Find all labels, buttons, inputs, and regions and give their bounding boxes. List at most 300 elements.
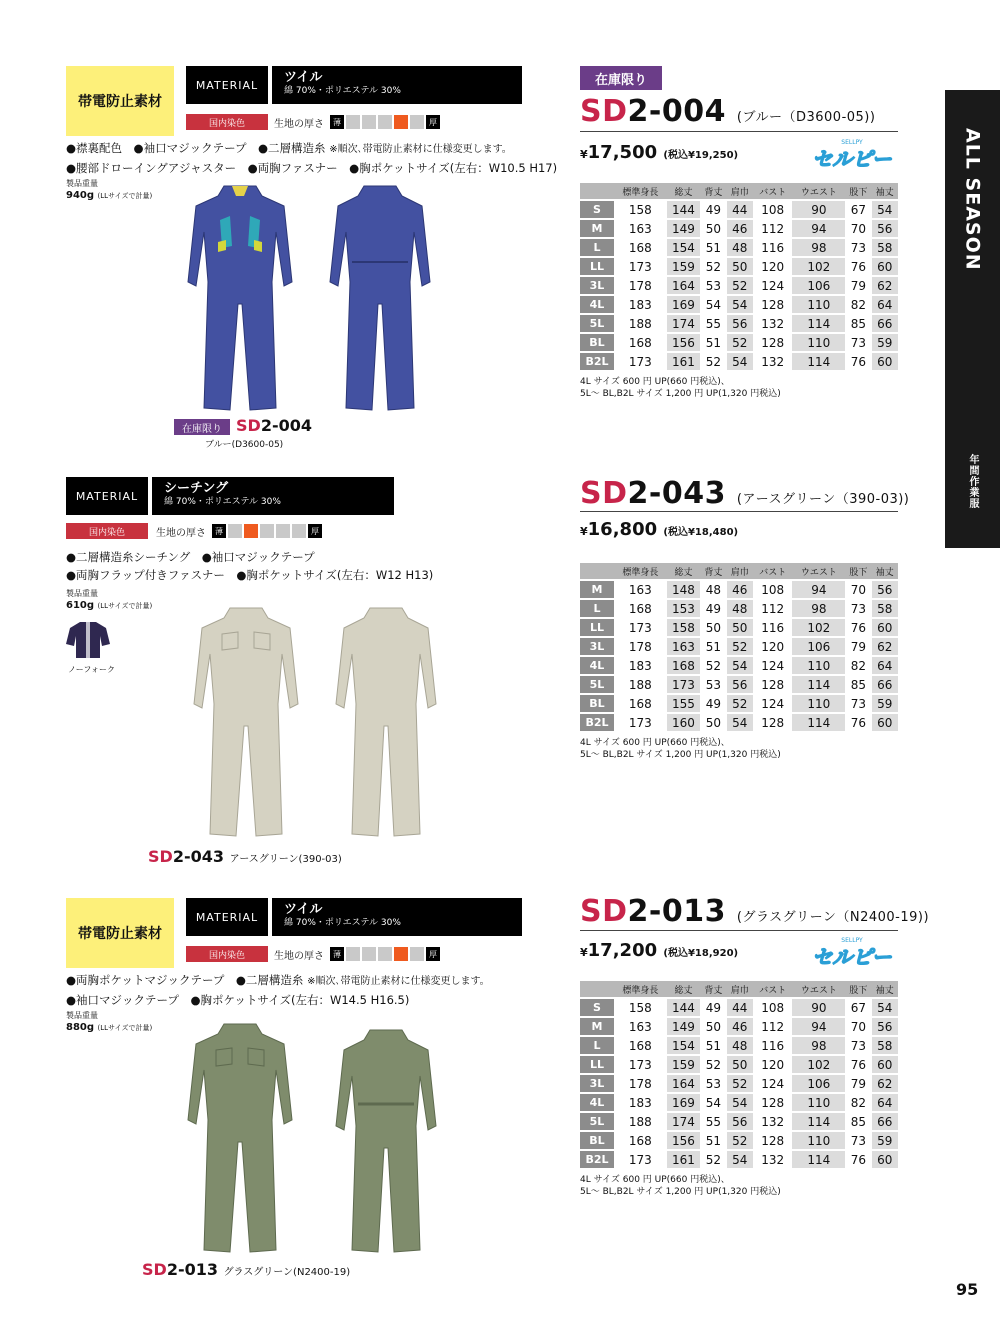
size-value: 108 [761,582,785,597]
logo-small-text: SELLPY [841,937,863,944]
size-value: 124 [761,278,785,293]
size-value: 114 [792,1151,845,1168]
price-value: 16,800 [587,519,658,540]
table-row [580,1018,898,1035]
size-value: 62 [872,638,898,655]
size-value: 188 [628,677,652,692]
code-number: 2-004 [627,94,726,129]
size-value: 161 [667,353,701,370]
caption-color: ブルー(D3600-05) [205,440,284,450]
feature-line: ●襟裏配色 ●袖口マジックテープ ●二層構造糸 [66,141,326,155]
size-label: 4L [580,296,614,313]
size-value: 174 [667,315,701,332]
size-value: 44 [727,201,753,218]
coverall-front-image [186,604,306,840]
col-header: 肩巾 [727,183,753,199]
size-value: 161 [667,1151,701,1168]
weight [66,600,152,611]
size-value: 76 [850,620,867,635]
divider [580,131,898,132]
col-header: 標準身長 [614,183,667,199]
size-value: 174 [667,1113,701,1130]
size-value: 64 [872,1094,898,1111]
size-value: 120 [761,639,785,654]
size-value: 59 [872,695,898,712]
size-value: 112 [761,221,785,236]
size-value: 116 [761,240,785,255]
caption-code [236,416,312,435]
thickness-step [276,524,290,538]
col-header: 背丈 [700,981,726,997]
weight [66,190,152,201]
coverall-back-image [330,604,442,840]
size-value: 53 [705,278,722,293]
antistatic-badge: 帯電防止素材 [66,66,174,136]
size-note [580,737,781,761]
size-value: 54 [872,201,898,218]
size-value: 66 [872,676,898,693]
size-value: 58 [872,600,898,617]
caption-code [142,1260,350,1279]
size-value: 58 [872,239,898,256]
product-title [580,476,909,511]
size-value: 169 [667,1094,701,1111]
size-label: 3L [580,1075,614,1092]
size-table [580,561,898,733]
thickness-scale [274,946,442,962]
feature-line: ●腰部ドローイングアジャスター ●両胸ファスナー ●胸ポケットサイズ(左右：W10.5 H17) [66,161,558,175]
table-row [580,1113,898,1130]
size-value: 50 [705,1019,722,1034]
size-value: 168 [628,240,652,255]
size-label: 4L [580,657,614,674]
size-note-line: 5L～ BL,B2L サイズ 1,200 円 UP(1,320 円税込) [580,389,781,399]
table-row [580,277,898,294]
caption-code-prefix: SD [148,847,173,866]
size-value: 56 [727,676,753,693]
price [580,142,738,163]
size-value: 52 [705,259,722,274]
size-value: 53 [705,1076,722,1091]
weight-note: (LLサイズで計量) [97,1024,153,1032]
price-value: 17,500 [587,142,658,163]
thickness-step-selected [394,947,408,961]
size-value: 102 [792,1056,845,1073]
size-value: 173 [628,1057,652,1072]
size-value: 59 [872,1132,898,1149]
size-value: 173 [628,354,652,369]
table-row [580,334,898,351]
size-label: 3L [580,277,614,294]
caption-code [148,847,342,866]
thin-marker: 薄 [330,947,344,961]
size-value: 120 [761,259,785,274]
size-value: 79 [850,1076,867,1091]
size-value: 73 [850,601,867,616]
size-value: 70 [850,221,867,236]
col-header: 背丈 [700,563,726,579]
size-value: 94 [792,1018,845,1035]
weight-value: 940g [66,190,95,201]
yen-sign: ¥ [580,525,588,538]
size-label: 3L [580,638,614,655]
size-value: 79 [850,278,867,293]
table-row [580,714,898,731]
feature-line: ●両胸ポケットマジックテープ ●二層構造糸 [66,973,304,987]
stock-tag: 在庫限り [580,66,662,90]
size-value: 108 [761,1000,785,1015]
material-composition: 綿 70%・ポリエステル 30% [284,918,401,928]
sellpy-logo [806,934,898,970]
coverall-front-image [180,182,300,414]
size-value: 46 [727,220,753,237]
logo-text: セルピー [812,945,892,969]
size-label: M [580,581,614,598]
product-title [580,94,875,129]
thickness-step-selected [394,115,408,129]
product-title [580,894,929,929]
size-value: 90 [792,999,845,1016]
size-value: 116 [761,1038,785,1053]
size-label: B2L [580,714,614,731]
size-value: 82 [850,1095,867,1110]
col-header: 股下 [845,563,871,579]
coverall-front-image [180,1020,300,1256]
thickness-label: 生地の厚さ [274,118,324,130]
page-number: 95 [956,1280,979,1299]
features [66,139,557,177]
size-value: 49 [705,202,722,217]
size-value: 168 [628,335,652,350]
thickness-step [362,115,376,129]
col-header: 袖丈 [872,563,898,579]
size-value: 108 [761,202,785,217]
size-value: 52 [705,1152,722,1167]
size-value: 173 [667,676,701,693]
dye-tag: 国内染色 [186,114,268,130]
table-row [580,1056,898,1073]
code-prefix: SD [580,94,628,129]
caption-color: アースグリーン(390-03) [229,854,342,865]
size-value: 82 [850,297,867,312]
size-value: 128 [761,1095,785,1110]
size-value: 85 [850,677,867,692]
size-label: L [580,600,614,617]
table-row [580,353,898,370]
product-color: (グラスグリーン（N2400-19)) [736,910,930,925]
size-value: 110 [792,1094,845,1111]
features [66,548,433,584]
weight-value: 610g [66,600,95,611]
col-header: 標準身長 [614,981,667,997]
size-value: 98 [792,600,845,617]
size-label: LL [580,1056,614,1073]
size-value: 85 [850,1114,867,1129]
price-tax: (税込¥18,920) [663,948,739,959]
table-row [580,676,898,693]
caption-code-prefix: SD [142,1260,167,1279]
weight-label: 製品重量 [66,589,98,598]
size-value: 159 [667,258,701,275]
size-value: 52 [727,277,753,294]
size-value: 173 [628,1152,652,1167]
weight-label: 製品重量 [66,179,98,188]
size-value: 148 [667,581,701,598]
size-value: 70 [850,1019,867,1034]
size-value: 52 [727,334,753,351]
col-header: 肩巾 [727,981,753,997]
size-value: 52 [727,638,753,655]
material-box [152,477,394,515]
price [580,940,738,961]
size-value: 52 [705,1057,722,1072]
col-header: 標準身長 [614,563,667,579]
size-note-line: 5L～ BL,B2L サイズ 1,200 円 UP(1,320 円税込) [580,1187,781,1197]
size-value: 154 [667,1037,701,1054]
weight-note: (LLサイズで計量) [97,602,153,610]
table-row [580,619,898,636]
col-header: 袖丈 [872,183,898,199]
thickness-step [228,524,242,538]
material-name: シーチング [164,481,229,496]
logo-small-text: SELLPY [841,139,863,146]
size-value: 183 [628,658,652,673]
thickness-step-selected [244,524,258,538]
material-composition: 綿 70%・ポリエステル 30% [164,497,281,507]
size-value: 110 [792,695,845,712]
code-number: 2-043 [627,476,726,511]
table-row [580,220,898,237]
season-label: ALL SEASON [961,128,984,271]
price-tax: (税込¥18,480) [663,527,739,538]
size-value: 51 [705,1133,722,1148]
size-value: 54 [727,353,753,370]
size-table-header [580,563,898,579]
size-value: 67 [850,1000,867,1015]
size-value: 112 [761,601,785,616]
size-value: 48 [727,1037,753,1054]
table-row [580,1132,898,1149]
size-value: 132 [761,1114,785,1129]
size-value: 168 [628,1133,652,1148]
col-header: 背丈 [700,183,726,199]
norfolk-label: ノーフォーク [68,665,115,674]
antistatic-badge: 帯電防止素材 [66,898,174,968]
table-row [580,315,898,332]
size-value: 178 [628,639,652,654]
size-value: 51 [705,240,722,255]
thickness-step [410,115,424,129]
material-name: ツイル [284,902,323,917]
thin-marker: 薄 [330,115,344,129]
product-color: (ブルー（D3600-05)) [736,110,876,125]
size-value: 70 [850,582,867,597]
size-value: 160 [667,714,701,731]
size-value: 163 [628,582,652,597]
size-note-line: 4L サイズ 600 円 UP(660 円税込)、 [580,738,730,748]
size-value: 56 [872,220,898,237]
col-header: ウエスト [792,183,845,199]
size-value: 54 [727,657,753,674]
size-value: 163 [667,638,701,655]
divider [580,930,898,931]
size-value: 178 [628,278,652,293]
size-label: LL [580,619,614,636]
dye-tag: 国内染色 [66,523,148,539]
table-row [580,239,898,256]
size-value: 51 [705,639,722,654]
size-value: 54 [727,1094,753,1111]
col-header: ウエスト [792,563,845,579]
feature-line: ●二層構造糸シーチング ●袖口マジックテープ [66,550,315,564]
size-value: 56 [872,581,898,598]
size-value: 56 [872,1018,898,1035]
size-value: 50 [705,715,722,730]
size-label: L [580,239,614,256]
size-value: 120 [761,1057,785,1072]
divider [580,511,898,512]
table-row [580,657,898,674]
size-value: 106 [792,277,845,294]
size-note-line: 4L サイズ 600 円 UP(660 円税込)、 [580,377,730,387]
size-value: 55 [705,1114,722,1129]
size-value: 52 [727,695,753,712]
size-value: 183 [628,1095,652,1110]
size-value: 66 [872,315,898,332]
size-value: 73 [850,1133,867,1148]
col-header: ウエスト [792,981,845,997]
size-value: 110 [792,657,845,674]
size-value: 76 [850,354,867,369]
size-value: 50 [727,1056,753,1073]
size-value: 85 [850,316,867,331]
size-value: 54 [705,297,722,312]
size-value: 168 [667,657,701,674]
material-name: ツイル [284,70,323,85]
size-value: 54 [727,296,753,313]
size-value: 98 [792,239,845,256]
size-label: M [580,220,614,237]
yen-sign: ¥ [580,946,588,959]
size-value: 128 [761,297,785,312]
size-label: 5L [580,676,614,693]
product-color: (アースグリーン（390-03)) [736,492,910,507]
size-value: 128 [761,1133,785,1148]
size-value: 110 [792,1132,845,1149]
features [66,971,490,1009]
thickness-step [378,115,392,129]
size-label: L [580,1037,614,1054]
size-value: 156 [667,334,701,351]
size-value: 164 [667,1075,701,1092]
size-value: 112 [761,1019,785,1034]
size-value: 114 [792,353,845,370]
size-value: 173 [628,715,652,730]
table-row [580,600,898,617]
logo-text: セルピー [812,147,892,171]
size-value: 153 [667,600,701,617]
size-value: 149 [667,1018,701,1035]
size-note-line: 5L～ BL,B2L サイズ 1,200 円 UP(1,320 円税込) [580,750,781,760]
size-value: 163 [628,221,652,236]
size-value: 114 [792,714,845,731]
size-value: 62 [872,277,898,294]
size-value: 60 [872,619,898,636]
size-table-header [580,183,898,199]
size-value: 154 [667,239,701,256]
price-value: 17,200 [587,940,658,961]
size-value: 114 [792,676,845,693]
size-value: 60 [872,714,898,731]
caption-color: グラスグリーン(N2400-19) [223,1267,351,1278]
size-value: 102 [792,619,845,636]
thin-marker: 薄 [212,524,226,538]
size-value: 110 [792,334,845,351]
size-value: 52 [705,658,722,673]
size-value: 98 [792,1037,845,1054]
size-value: 168 [628,696,652,711]
size-value: 158 [628,1000,652,1015]
thickness-step [260,524,274,538]
feature-line: ●両胸フラップ付きファスナー ●胸ポケットサイズ(左右：W12 H13) [66,568,434,582]
size-value: 114 [792,1113,845,1130]
size-value: 132 [761,1152,785,1167]
size-value: 149 [667,220,701,237]
size-label: BL [580,1132,614,1149]
size-value: 60 [872,353,898,370]
col-header: 股下 [845,981,871,997]
size-value: 44 [727,999,753,1016]
size-value: 158 [628,202,652,217]
table-row [580,201,898,218]
size-value: 124 [761,696,785,711]
size-value: 64 [872,296,898,313]
coverall-back-image [324,182,436,414]
size-value: 164 [667,277,701,294]
size-value: 56 [727,315,753,332]
dye-tag: 国内染色 [186,946,268,962]
size-note-line: 4L サイズ 600 円 UP(660 円税込)、 [580,1175,730,1185]
size-value: 66 [872,1113,898,1130]
size-value: 132 [761,316,785,331]
material-composition: 綿 70%・ポリエステル 30% [284,86,401,96]
feature-line: ●袖口マジックテープ ●胸ポケットサイズ(左右：W14.5 H16.5) [66,993,410,1007]
feature-note: ※順次､帯電防止素材に仕様変更します。 [307,976,490,987]
size-value: 159 [667,1056,701,1073]
size-value: 62 [872,1075,898,1092]
col-header: バスト [753,563,793,579]
weight-value: 880g [66,1022,95,1033]
weight-label: 製品重量 [66,1011,98,1020]
table-row [580,695,898,712]
size-label: M [580,1018,614,1035]
thickness-label: 生地の厚さ [156,527,206,539]
size-value: 56 [727,1113,753,1130]
size-value: 124 [761,658,785,673]
size-value: 76 [850,259,867,274]
caption-code-prefix: SD [236,416,261,435]
size-value: 168 [628,1038,652,1053]
thickness-step [346,115,360,129]
material-label: MATERIAL [66,477,148,515]
col-header: 股下 [845,183,871,199]
size-value: 188 [628,1114,652,1129]
size-value: 144 [667,201,701,218]
size-value: 54 [727,714,753,731]
caption-code-number: 2-004 [260,416,312,435]
size-value: 52 [705,354,722,369]
material-box [272,66,522,104]
